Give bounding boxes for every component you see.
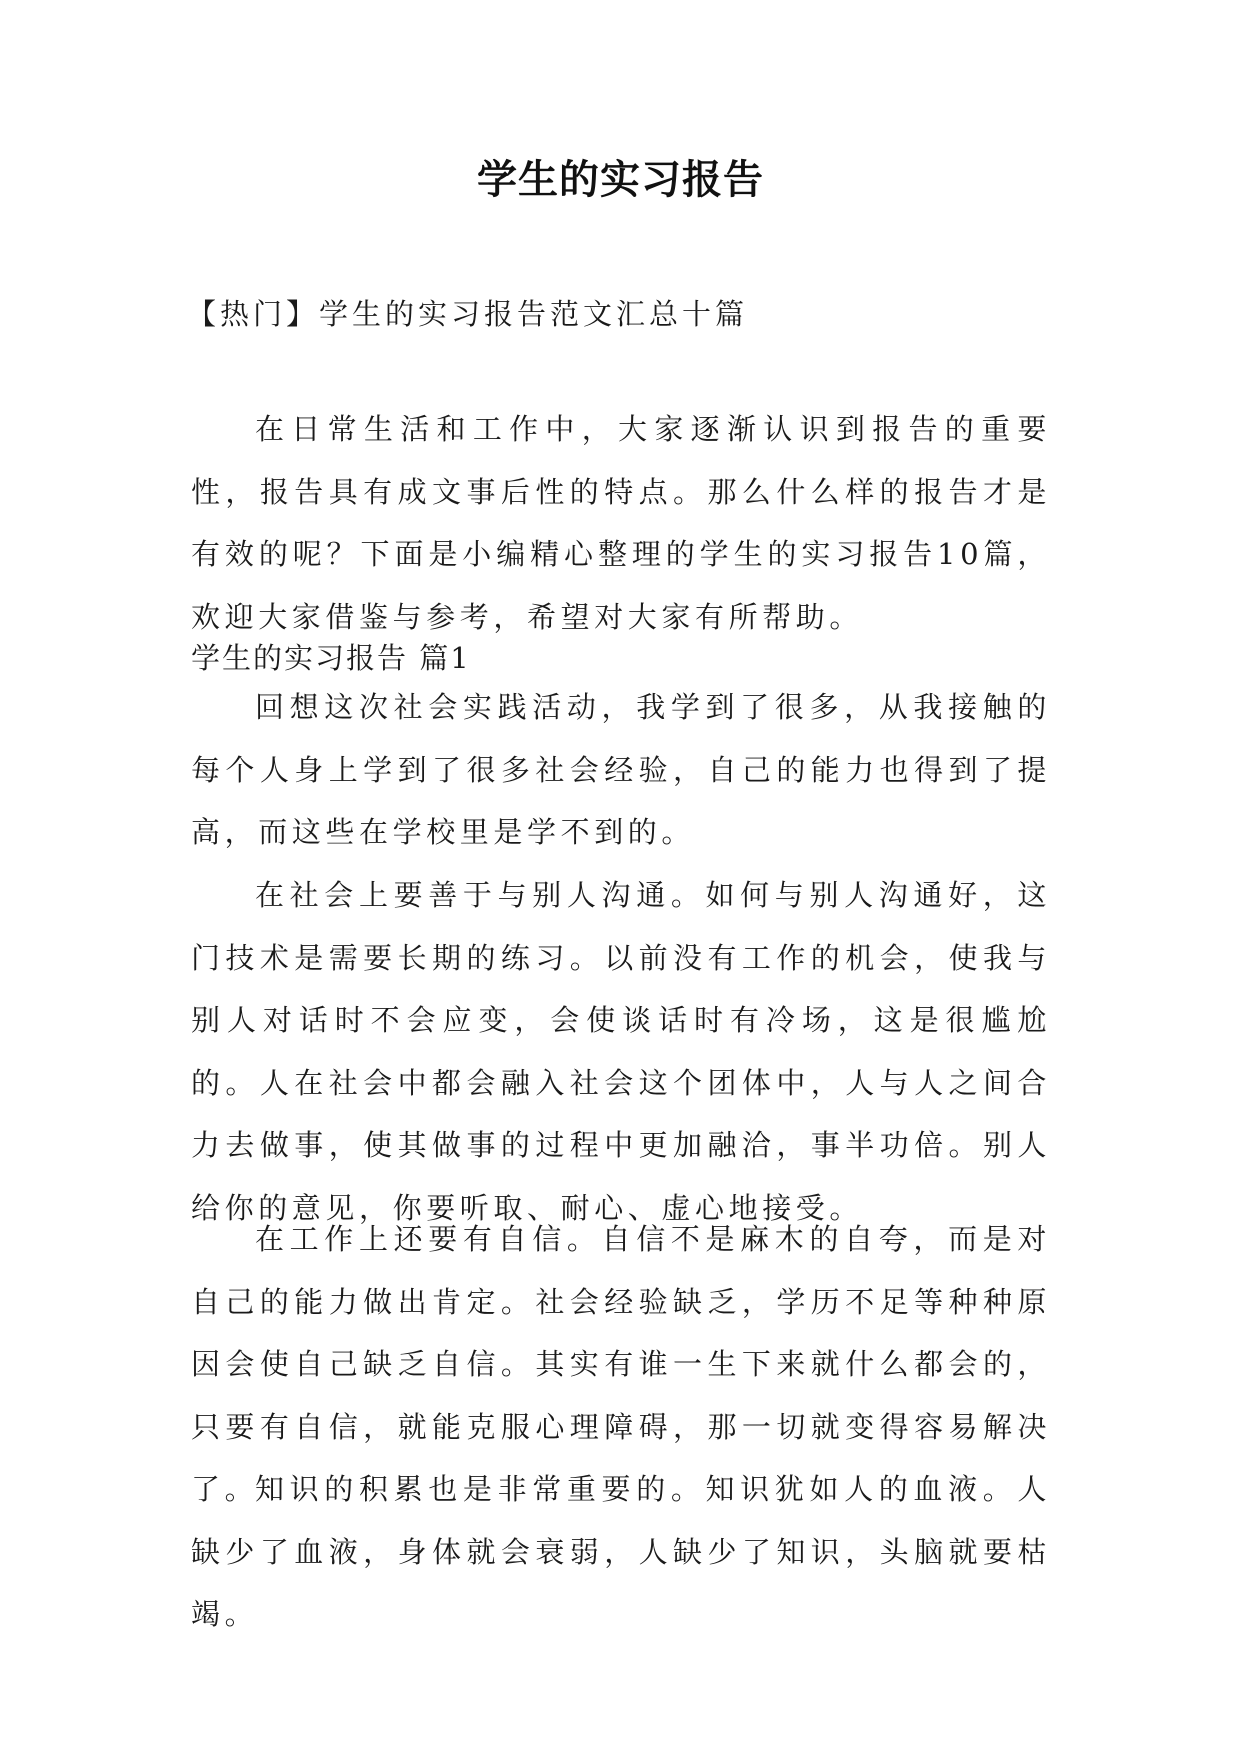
- body-paragraph-4: 知识的积累也是非常重要的。知识犹如人的血液。人缺少了血液，身体就会衰弱，人缺少了知识，头脑就要枯竭。: [191, 1472, 1051, 1631]
- body-paragraph-1: 回想这次社会实践活动，我学到了很多，从我接触的每个人身上学到了很多社会经验，自己的能力也得到了提高，而这些在学校里是学不到的。: [191, 690, 1051, 849]
- body-paragraph-2: 在社会上要善于与别人沟通。如何与别人沟通好，这门技术是需要长期的练习。以前没有工作的机会，使我与别人对话时不会应变，会使谈话时有冷场，这是很尴尬的。人在社会中都会融入社会这个团体中，人与人之间合力去做事，使其做事的过程中更加融洽，事半功倍。别人给你的意见，你要听取、耐心、虚心地接受。: [191, 878, 1051, 1225]
- intro-paragraph: 在日常生活和工作中，大家逐渐认识到报告的重要性，报告具有成文事后性的特点。那么什么样的报告才是有效的呢？下面是小编精心整理的学生的实习报告10篇，欢迎大家借鉴与参考，希望对大家有所帮助。: [191, 412, 1051, 634]
- body-paragraph-3: 在工作上还要有自信。自信不是麻木的自夸，而是对自己的能力做出肯定。社会经验缺乏，学历不足等种种原因会使自己缺乏自信。其实有谁一生下来就什么都会的，只要有自信，就能克服心理障碍，那一切就变得容易解决了。: [191, 1222, 1051, 1506]
- section-heading: 学生的实习报告 篇1: [191, 641, 471, 675]
- document-title: 学生的实习报告: [477, 156, 764, 203]
- document-subtitle: 【热门】学生的实习报告范文汇总十篇: [187, 297, 749, 331]
